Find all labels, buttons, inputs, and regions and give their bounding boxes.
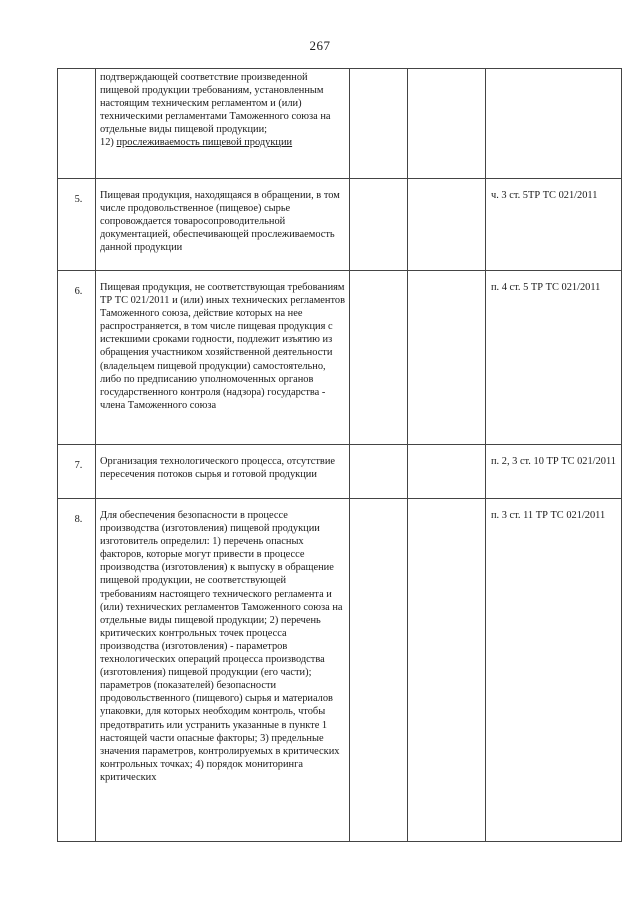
reference-text: ч. 3 ст. 5ТР ТС 021/2011: [491, 190, 598, 201]
reference-cell: [486, 271, 622, 445]
row-number-cell: [58, 445, 96, 499]
row-number: 5.: [74, 194, 83, 205]
empty-cell: [408, 499, 486, 842]
requirements-table: [57, 68, 622, 842]
table-row: [58, 69, 622, 179]
reference-text: п. 3 ст. 11 ТР ТС 021/2011: [491, 510, 606, 521]
table-row: [58, 271, 622, 445]
table-row: [58, 445, 622, 499]
empty-cell: [350, 69, 408, 179]
requirement-cell: [96, 271, 350, 445]
requirement-item-prefix: 12): [100, 137, 117, 149]
reference-cell: [486, 179, 622, 271]
page-number: 267: [309, 38, 331, 53]
empty-cell: [408, 179, 486, 271]
row-number-cell: [58, 69, 96, 179]
table-row: [58, 179, 622, 271]
table-row: [58, 499, 622, 842]
requirement-text: Пищевая продукция, не соответствующая требованиям ТР ТС 021/2011 и (или) иных технических регламентов Таможенного союза, действие которых на нее распространяется, в том числе пищевая продукция с истекшими сроками годности, подлежит изъятию из обращения участником хозяйственной деятельности (владельцем пищевой продукции) самостоятельно, либо по предписанию уполномоченных органов государственного контроля (надзора) государства - члена Таможенного союза: [100, 282, 345, 411]
requirement-cell: [96, 69, 350, 179]
reference-cell: [486, 499, 622, 842]
requirement-cell: [96, 179, 350, 271]
empty-cell: [408, 69, 486, 179]
reference-cell: [486, 69, 622, 179]
empty-cell: [350, 445, 408, 499]
requirement-cell: [96, 445, 350, 499]
requirement-text: Для обеспечения безопасности в процессе производства (изготовления) пищевой продукции изготовитель определил: 1) перечень опасных факторов, которые могут привести в процессе производства (изготовления) к выпуску в обращение пищевой продукции, не соответствующей требованиям настоящего технического регламента и (или) технических регламентов Таможенного союза на отдельные виды пищевой продукции; 2) перечень критических контрольных точек процесса производства (изготовления) - параметров технологических операций процесса производства (изготовления) пищевой продукции (его части); параметров (показателей) безопасности продовольственного (пищевого) сырья и материалов упаковки, для которых необходим контроль, чтобы предотвратить или устранить указанные в пункте 1 настоящей части опасные факторы; 3) предельные значения параметров, контролируемых в критических контрольных точках; 4) порядок мониторинга критических: [100, 510, 343, 783]
requirement-text: Организация технологического процесса, отсутствие пересечения потоков сырья и готовой продукции: [100, 456, 335, 481]
requirement-item-underlined: прослеживаемость пищевой продукции: [116, 137, 293, 149]
empty-cell: [408, 271, 486, 445]
reference-text: п. 4 ст. 5 ТР ТС 021/2011: [491, 282, 601, 293]
requirement-cell: [96, 499, 350, 842]
row-number-cell: [58, 271, 96, 445]
empty-cell: [408, 445, 486, 499]
requirement-text-main: подтверждающей соответствие произведенной пищевой продукции требованиям, установленным настоящим техническим регламентом и (или) техническими регламентами Таможенного союза на отдельные виды пищевой продукции;: [100, 72, 331, 136]
reference-text: п. 2, 3 ст. 10 ТР ТС 021/2011: [491, 456, 616, 467]
requirement-text: [96, 69, 349, 151]
row-number: 6.: [74, 286, 83, 297]
empty-cell: [350, 271, 408, 445]
row-number: [58, 69, 95, 83]
row-number: 8.: [74, 514, 83, 525]
row-number: 7.: [74, 460, 83, 471]
reference-cell: [486, 445, 622, 499]
empty-cell: [350, 179, 408, 271]
row-number-cell: [58, 499, 96, 842]
row-number-cell: [58, 179, 96, 271]
requirement-text: Пищевая продукция, находящаяся в обращении, в том числе продовольственное (пищевое) сырье сопровождается товаросопроводительной документацией, обеспечивающей прослеживаемость данной продукции: [100, 190, 340, 254]
empty-cell: [350, 499, 408, 842]
reference-text: [486, 69, 621, 79]
